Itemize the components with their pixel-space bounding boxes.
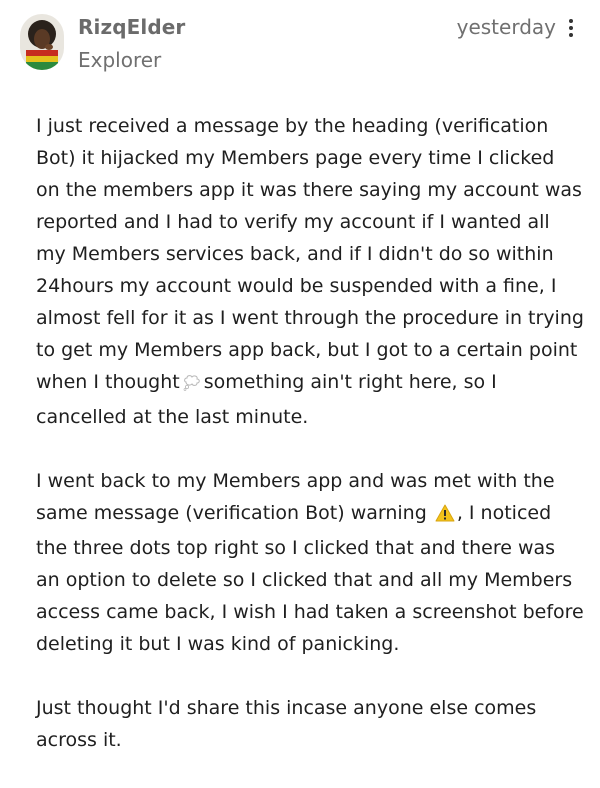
avatar[interactable] bbox=[20, 14, 64, 70]
post-paragraph bbox=[36, 692, 584, 756]
post-body bbox=[36, 110, 584, 788]
paragraph-text: Just thought I'd share this incase anyone else comes across it. bbox=[36, 697, 537, 751]
paragraph-text: something ain't right here, so I cancelled at the last minute. bbox=[36, 371, 497, 428]
avatar-image bbox=[20, 14, 64, 70]
paragraph-text: I went back to my Members app and was met with the same message (verification Bot) warning bbox=[36, 470, 555, 524]
author-rank: Explorer bbox=[78, 48, 162, 72]
post-timestamp: yesterday bbox=[456, 15, 556, 39]
author-username[interactable]: RizqElder bbox=[78, 15, 186, 39]
more-vertical-icon[interactable] bbox=[564, 18, 578, 40]
post-header bbox=[0, 0, 600, 90]
warning-emoji-icon bbox=[435, 500, 455, 532]
paragraph-text: , I noticed the three dots top right so I clicked that and there was an option to delete so I clicked that and all my Members access came back, I wish I had taken a screenshot before deleting it but I was kind of panicking. bbox=[36, 502, 584, 655]
thought-bubble-emoji-icon bbox=[182, 369, 202, 401]
paragraph-text: I just received a message by the heading (verification Bot) it hijacked my Members page every time I clicked on the members app it was there saying my account was reported and I had to verify my account if I wanted all my Members services back, and if I didn't do so within 24hours my account would be suspended with a fine, I almost fell for it as I went through the procedure in trying to get my Members app back, but I got to a certain point when I thought bbox=[36, 115, 584, 393]
post-paragraph bbox=[36, 465, 584, 660]
post-paragraph bbox=[36, 110, 584, 433]
